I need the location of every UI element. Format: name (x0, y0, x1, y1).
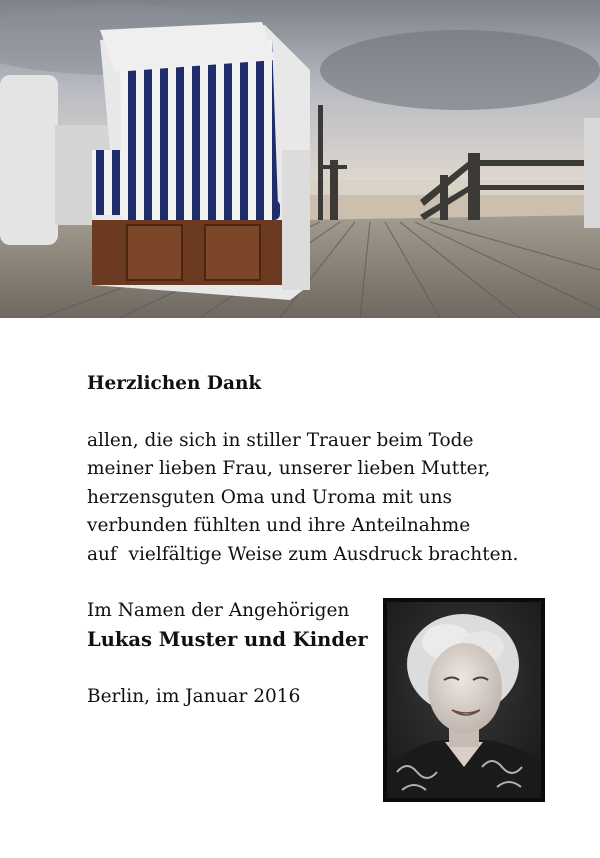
notice-body-line: verbunden fühlten und ihre Anteilnahme (87, 515, 471, 536)
portrait-photo (387, 602, 541, 798)
notice-body-line: auf vielfältige Weise zum Ausdruck brachten. (87, 543, 519, 565)
notice-heading: Herzlichen Dank (87, 373, 262, 394)
notice-body-line: meiner lieben Frau, unserer lieben Mutter, (87, 458, 491, 479)
header-photo (0, 0, 600, 318)
notice-body-line: allen, die sich in stiller Trauer beim Tode (87, 429, 474, 451)
portrait-frame (383, 598, 545, 802)
on-behalf-line: Im Namen der Angehörigen (87, 600, 350, 621)
signer-name: Lukas Muster und Kinder (87, 627, 368, 651)
beach-chair-pier-image (0, 0, 600, 318)
notice-body (87, 427, 567, 570)
notice-body-line: herzensguten Oma und Uroma mit uns (87, 486, 453, 508)
place-date: Berlin, im Januar 2016 (87, 686, 301, 707)
